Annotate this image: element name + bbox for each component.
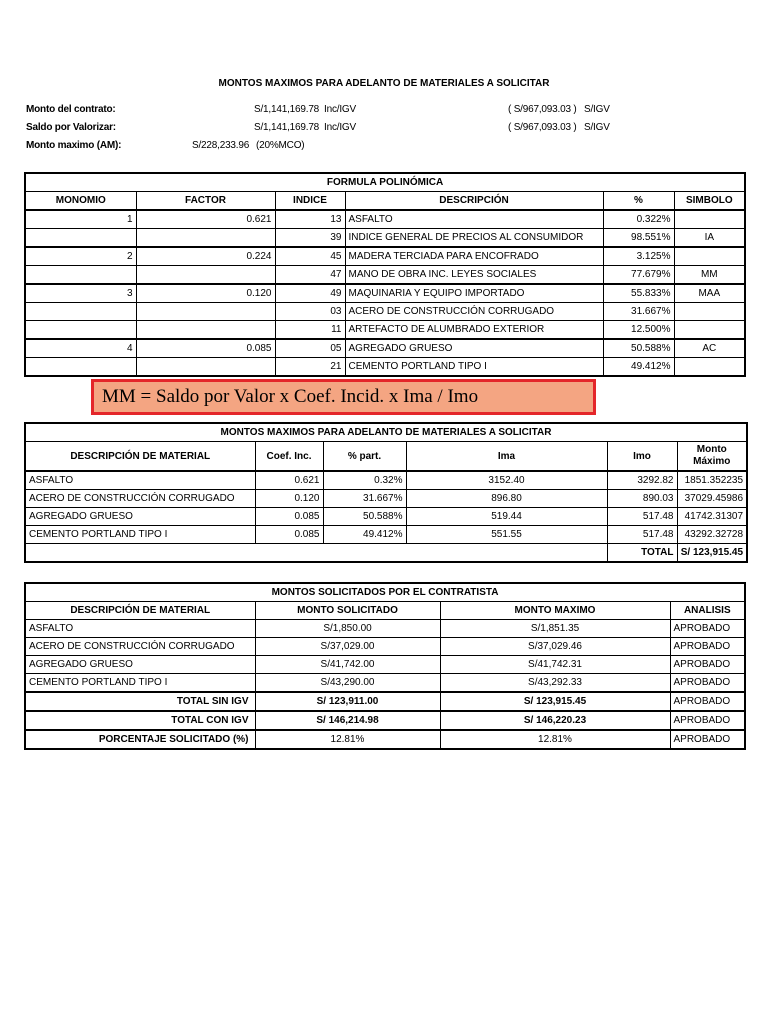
total-value: S/ 123,915.45 (677, 544, 747, 563)
formula-banner: MM = Saldo por Valor x Coef. Incid. x Ima / Imo (91, 379, 596, 415)
cell: 0.120 (255, 490, 323, 508)
table-row (25, 620, 745, 638)
cell: ARTEFACTO DE ALUMBRADO EXTERIOR (345, 321, 603, 340)
max-col-part: % part. (323, 442, 406, 472)
cell: 37029.45986 (677, 490, 747, 508)
cell: MM (674, 266, 745, 285)
cell: 12.81% (255, 730, 440, 749)
cell: 3 (25, 284, 136, 303)
cell: IA (674, 229, 745, 248)
cell: INDICE GENERAL DE PRECIOS AL CONSUMIDOR (345, 229, 603, 248)
cell: 3.125% (603, 247, 674, 266)
cell: 551.55 (406, 526, 607, 544)
cell: 98.551% (603, 229, 674, 248)
formula-table-title: FORMULA POLINÓMICA (25, 173, 745, 192)
table-row (25, 339, 745, 358)
cell: S/1,851.35 (440, 620, 670, 638)
cell: 13 (275, 210, 345, 229)
cell (674, 358, 745, 377)
cell: 21 (275, 358, 345, 377)
table-row (25, 266, 745, 285)
cell: 0.322% (603, 210, 674, 229)
table-row (25, 526, 747, 544)
cell: AGREGADO GRUESO (25, 656, 255, 674)
table-row (25, 490, 747, 508)
cell: MANO DE OBRA INC. LEYES SOCIALES (345, 266, 603, 285)
table-row (25, 210, 745, 229)
cell: 05 (275, 339, 345, 358)
cell: 31.667% (323, 490, 406, 508)
cell: 517.48 (607, 526, 677, 544)
maximo-row (26, 140, 746, 154)
table-row (25, 229, 745, 248)
cell (674, 247, 745, 266)
col-pct: % (603, 192, 674, 211)
cell: TOTAL SIN IGV (25, 692, 255, 711)
cell: 39 (275, 229, 345, 248)
max-table (24, 422, 748, 563)
cell (674, 303, 745, 321)
req-table-title: MONTOS SOLICITADOS POR EL CONTRATISTA (25, 583, 745, 602)
max-col-monto: Monto Máximo (677, 442, 747, 472)
cell: APROBADO (670, 692, 745, 711)
cell: 77.679% (603, 266, 674, 285)
cell: 0.621 (255, 471, 323, 490)
monto-contrato-label: Monto del contrato: (26, 104, 116, 115)
cell: 3152.40 (406, 471, 607, 490)
cell: AGREGADO GRUESO (345, 339, 603, 358)
cell: 0.085 (136, 339, 275, 358)
cell: S/43,290.00 (255, 674, 440, 693)
saldo-row (26, 122, 746, 136)
cell: 49 (275, 284, 345, 303)
cell (674, 210, 745, 229)
cell: 49.412% (603, 358, 674, 377)
table-row (25, 321, 745, 340)
col-simbolo: SIMBOLO (674, 192, 745, 211)
cell: 11 (275, 321, 345, 340)
saldo-sin: ( S/967,093.03 ) (508, 122, 577, 133)
max-col-imo: Imo (607, 442, 677, 472)
col-indice: INDICE (275, 192, 345, 211)
cell: 0.621 (136, 210, 275, 229)
saldo-inc: Inc/IGV (324, 122, 356, 133)
cell: 3292.82 (607, 471, 677, 490)
total-label: TOTAL (607, 544, 677, 563)
cell: ASFALTO (345, 210, 603, 229)
cell: CEMENTO PORTLAND TIPO I (25, 526, 255, 544)
cell (136, 358, 275, 377)
cell: S/1,850.00 (255, 620, 440, 638)
porcentaje-row (25, 730, 745, 749)
cell: MAA (674, 284, 745, 303)
cell: 12.81% (440, 730, 670, 749)
monto-contrato-sin-label: S/IGV (584, 104, 610, 115)
cell: 47 (275, 266, 345, 285)
cell: 0.120 (136, 284, 275, 303)
table-row (25, 303, 745, 321)
cell: 41742.31307 (677, 508, 747, 526)
cell: AC (674, 339, 745, 358)
cell: APROBADO (670, 656, 745, 674)
cell: APROBADO (670, 638, 745, 656)
req-col-desc: DESCRIPCIÓN DE MATERIAL (25, 602, 255, 620)
cell (136, 321, 275, 340)
cell: 49.412% (323, 526, 406, 544)
req-col-maximo: MONTO MAXIMO (440, 602, 670, 620)
cell: 50.588% (323, 508, 406, 526)
saldo-label: Saldo por Valorizar: (26, 122, 116, 133)
table-row (25, 247, 745, 266)
total-row (25, 544, 747, 563)
cell: CEMENTO PORTLAND TIPO I (345, 358, 603, 377)
table-row (25, 284, 745, 303)
cell (25, 321, 136, 340)
cell: S/ 146,214.98 (255, 711, 440, 730)
cell: 03 (275, 303, 345, 321)
cell (136, 229, 275, 248)
cell (25, 358, 136, 377)
cell: 55.833% (603, 284, 674, 303)
saldo-sin-label: S/IGV (584, 122, 610, 133)
cell: 1851.352235 (677, 471, 747, 490)
cell: 890.03 (607, 490, 677, 508)
cell: 2 (25, 247, 136, 266)
cell: S/ 146,220.23 (440, 711, 670, 730)
max-col-coef: Coef. Inc. (255, 442, 323, 472)
col-factor: FACTOR (136, 192, 275, 211)
cell: S/37,029.00 (255, 638, 440, 656)
col-descripcion: DESCRIPCIÓN (345, 192, 603, 211)
cell: S/ 123,911.00 (255, 692, 440, 711)
cell: 12.500% (603, 321, 674, 340)
req-table (24, 582, 746, 750)
monto-contrato-inc: Inc/IGV (324, 104, 356, 115)
cell: 1 (25, 210, 136, 229)
maximo-pct: (20%MCO) (256, 140, 305, 151)
cell (25, 229, 136, 248)
cell: 0.32% (323, 471, 406, 490)
cell: ASFALTO (25, 471, 255, 490)
table-row (25, 638, 745, 656)
cell: S/41,742.00 (255, 656, 440, 674)
maximo-value: S/228,233.96 (192, 140, 250, 151)
cell: 0.224 (136, 247, 275, 266)
cell (674, 321, 745, 340)
cell: S/ 123,915.45 (440, 692, 670, 711)
cell: APROBADO (670, 620, 745, 638)
cell: 43292.32728 (677, 526, 747, 544)
maximo-label: Monto maximo (AM): (26, 140, 122, 151)
cell: 519.44 (406, 508, 607, 526)
req-col-analisis: ANALISIS (670, 602, 745, 620)
col-monomio: MONOMIO (25, 192, 136, 211)
monto-contrato-sin: ( S/967,093.03 ) (508, 104, 577, 115)
saldo-value: S/1,141,169.78 (254, 122, 320, 133)
cell: 517.48 (607, 508, 677, 526)
cell: APROBADO (670, 674, 745, 693)
cell (136, 266, 275, 285)
cell (25, 266, 136, 285)
cell: TOTAL CON IGV (25, 711, 255, 730)
table-row (25, 358, 745, 377)
cell: AGREGADO GRUESO (25, 508, 255, 526)
page-title: MONTOS MAXIMOS PARA ADELANTO DE MATERIALES A SOLICITAR (218, 78, 550, 89)
cell: ACERO DE CONSTRUCCIÓN CORRUGADO (25, 638, 255, 656)
cell: APROBADO (670, 730, 745, 749)
cell: 4 (25, 339, 136, 358)
cell: S/43,292.33 (440, 674, 670, 693)
cell: 0.085 (255, 526, 323, 544)
cell (136, 303, 275, 321)
max-col-ima: Ima (406, 442, 607, 472)
cell: MADERA TERCIADA PARA ENCOFRADO (345, 247, 603, 266)
max-table-title: MONTOS MAXIMOS PARA ADELANTO DE MATERIALES A SOLICITAR (25, 423, 747, 442)
cell: 896.80 (406, 490, 607, 508)
table-row (25, 674, 745, 693)
cell: 31.667% (603, 303, 674, 321)
req-col-solicitado: MONTO SOLICITADO (255, 602, 440, 620)
table-row (25, 508, 747, 526)
cell: PORCENTAJE SOLICITADO (%) (25, 730, 255, 749)
cell: ASFALTO (25, 620, 255, 638)
total-sin-igv-row (25, 692, 745, 711)
cell: 50.588% (603, 339, 674, 358)
formula-table (24, 172, 746, 377)
cell: S/41,742.31 (440, 656, 670, 674)
max-col-desc: DESCRIPCIÓN DE MATERIAL (25, 442, 255, 472)
cell: APROBADO (670, 711, 745, 730)
cell: 45 (275, 247, 345, 266)
cell: ACERO DE CONSTRUCCIÓN CORRUGADO (345, 303, 603, 321)
cell: S/37,029.46 (440, 638, 670, 656)
monto-contrato-row (26, 104, 746, 118)
cell (25, 303, 136, 321)
total-con-igv-row (25, 711, 745, 730)
table-row (25, 656, 745, 674)
monto-contrato-value: S/1,141,169.78 (254, 104, 320, 115)
cell: MAQUINARIA Y EQUIPO IMPORTADO (345, 284, 603, 303)
cell: 0.085 (255, 508, 323, 526)
table-row (25, 471, 747, 490)
cell: CEMENTO PORTLAND TIPO I (25, 674, 255, 693)
cell: ACERO DE CONSTRUCCIÓN CORRUGADO (25, 490, 255, 508)
